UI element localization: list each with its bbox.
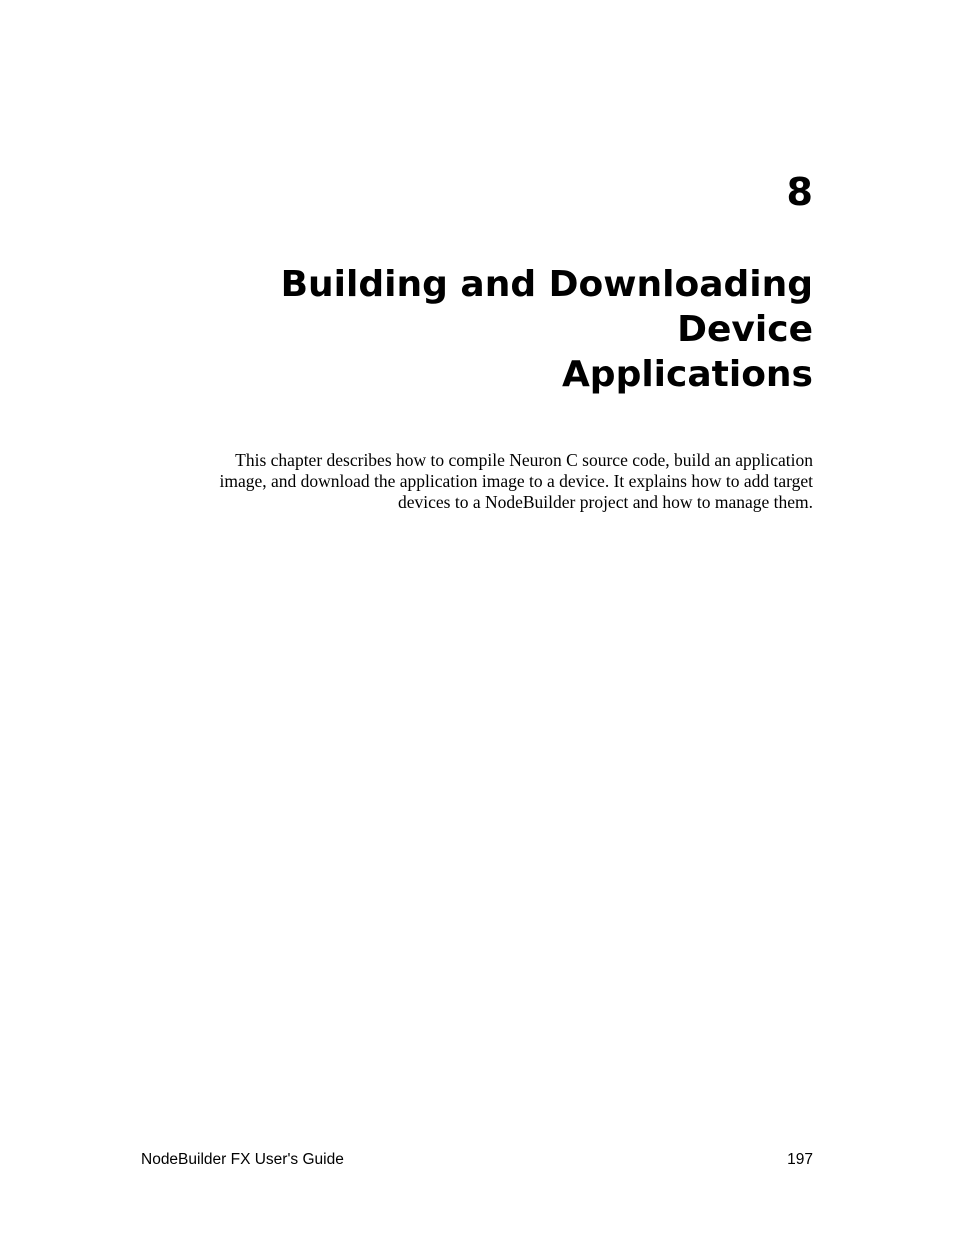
chapter-intro-line: devices to a NodeBuilder project and how to manage them. (397, 492, 813, 512)
chapter-title-line: Applications (561, 354, 813, 395)
footer-title: NodeBuilder FX User's Guide (141, 1151, 344, 1168)
page-number: 197 (787, 1151, 813, 1168)
chapter-intro (153, 450, 813, 513)
chapter-number: 8 (786, 170, 813, 214)
chapter-title (133, 262, 813, 397)
chapter-intro-line: This chapter describes how to compile Neuron C source code, build an application (235, 450, 813, 470)
chapter-title-line: Building and Downloading Device (280, 264, 813, 350)
page-footer (141, 1150, 813, 1170)
chapter-intro-line: image, and download the application image to a device. It explains how to add target (219, 471, 813, 491)
